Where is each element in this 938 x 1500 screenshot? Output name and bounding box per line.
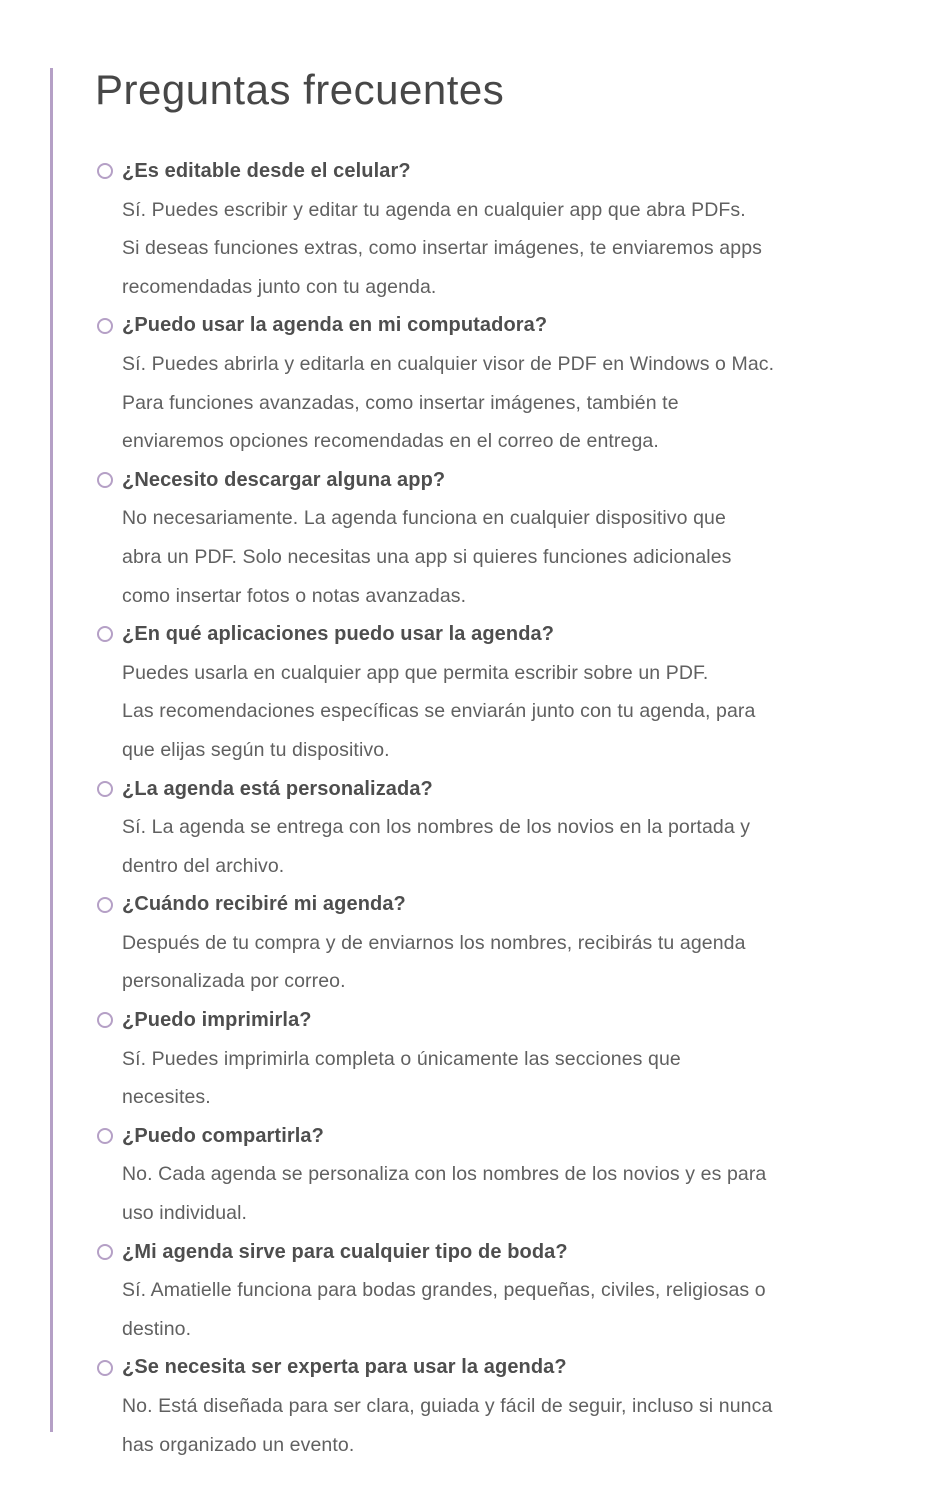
faq-answer-line: Las recomendaciones específicas se enviarán junto con tu agenda, para xyxy=(122,700,756,723)
faq-question-row xyxy=(95,770,895,809)
circle-bullet-icon xyxy=(97,1012,113,1028)
faq-answer-line: abra un PDF. Solo necesitas una app si quieres funciones adicionales xyxy=(122,545,732,568)
faq-answer-line: Sí. Amatielle funciona para bodas grandes, pequeñas, civiles, religiosas o xyxy=(122,1279,766,1302)
faq-question-text: ¿La agenda está personalizada? xyxy=(122,777,433,800)
faq-answer-line: uso individual. xyxy=(122,1202,248,1225)
faq-answer-line: Sí. Puedes escribir y editar tu agenda en cualquier app que abra PDFs. xyxy=(122,198,746,221)
faq-answer-line: Sí. Puedes imprimirla completa o únicamente las secciones que xyxy=(122,1047,681,1070)
circle-bullet-icon xyxy=(97,781,113,797)
circle-bullet-icon xyxy=(97,1360,113,1376)
faq-item xyxy=(95,885,895,1001)
faq-item xyxy=(95,152,895,306)
faq-answer-line: Después de tu compra y de enviarnos los nombres, recibirás tu agenda xyxy=(122,931,746,954)
faq-answer-line: destino. xyxy=(122,1317,192,1340)
faq-answer-line: necesites. xyxy=(122,1086,211,1109)
faq-question-row xyxy=(95,306,895,345)
faq-question-text: ¿Se necesita ser experta para usar la agenda? xyxy=(122,1356,567,1379)
faq-question-text: ¿Puedo usar la agenda en mi computadora? xyxy=(122,314,548,337)
faq-question-row xyxy=(95,461,895,500)
circle-bullet-icon xyxy=(97,626,113,642)
faq-item xyxy=(95,306,895,460)
left-accent-line xyxy=(50,68,53,1432)
faq-question-row xyxy=(95,152,895,191)
faq-item xyxy=(95,1001,895,1117)
faq-answer-line: Para funciones avanzadas, como insertar imágenes, también te xyxy=(122,391,679,414)
faq-answer-line: personalizada por correo. xyxy=(122,970,346,993)
page-title: Preguntas frecuentes xyxy=(95,66,505,113)
circle-bullet-icon xyxy=(97,163,113,179)
faq-item xyxy=(95,1233,895,1349)
faq-question-text: ¿Necesito descargar alguna app? xyxy=(122,468,446,491)
faq-item xyxy=(95,770,895,886)
faq-answer-line: que elijas según tu dispositivo. xyxy=(122,738,390,761)
faq-question-row xyxy=(95,615,895,654)
faq-question-row xyxy=(95,1117,895,1156)
circle-bullet-icon xyxy=(97,318,113,334)
faq-answer-line: recomendadas junto con tu agenda. xyxy=(122,275,437,298)
faq-answer-line: No necesariamente. La agenda funciona en cualquier dispositivo que xyxy=(122,507,726,530)
faq-question-text: ¿Puedo imprimirla? xyxy=(122,1009,312,1032)
faq-question-text: ¿Mi agenda sirve para cualquier tipo de boda? xyxy=(122,1240,568,1263)
faq-answer-line: has organizado un evento. xyxy=(122,1433,355,1456)
faq-question-row xyxy=(95,1348,895,1387)
faq-item xyxy=(95,1117,895,1233)
faq-answer-line: No. Cada agenda se personaliza con los nombres de los novios y es para xyxy=(122,1163,767,1186)
faq-item xyxy=(95,461,895,615)
circle-bullet-icon xyxy=(97,897,113,913)
circle-bullet-icon xyxy=(97,1244,113,1260)
faq-question-text: ¿Puedo compartirla? xyxy=(122,1124,324,1147)
faq-answer-line: como insertar fotos o notas avanzadas. xyxy=(122,584,467,607)
faq-answer-line: Puedes usarla en cualquier app que permita escribir sobre un PDF. xyxy=(122,661,709,684)
faq-item xyxy=(95,1348,895,1464)
faq-content xyxy=(95,66,895,1464)
circle-bullet-icon xyxy=(97,472,113,488)
faq-answer-line: dentro del archivo. xyxy=(122,854,285,877)
faq-question-row xyxy=(95,1233,895,1272)
faq-answer-line: Sí. Puedes abrirla y editarla en cualquier visor de PDF en Windows o Mac. xyxy=(122,352,775,375)
faq-question-text: ¿Cuándo recibiré mi agenda? xyxy=(122,893,406,916)
faq-question-row xyxy=(95,885,895,924)
faq-question-row xyxy=(95,1001,895,1040)
faq-answer-line: Sí. La agenda se entrega con los nombres de los novios en la portada y xyxy=(122,816,751,839)
faq-answer-line: Si deseas funciones extras, como insertar imágenes, te enviaremos apps xyxy=(122,237,762,260)
faq-item xyxy=(95,615,895,769)
circle-bullet-icon xyxy=(97,1128,113,1144)
faq-answer-line: No. Está diseñada para ser clara, guiada y fácil de seguir, incluso si nunca xyxy=(122,1395,773,1417)
faq-question-text: ¿En qué aplicaciones puedo usar la agenda? xyxy=(122,623,555,646)
faq-answer-line: enviaremos opciones recomendadas en el correo de entrega. xyxy=(122,430,659,453)
faq-question-text: ¿Es editable desde el celular? xyxy=(122,160,411,182)
